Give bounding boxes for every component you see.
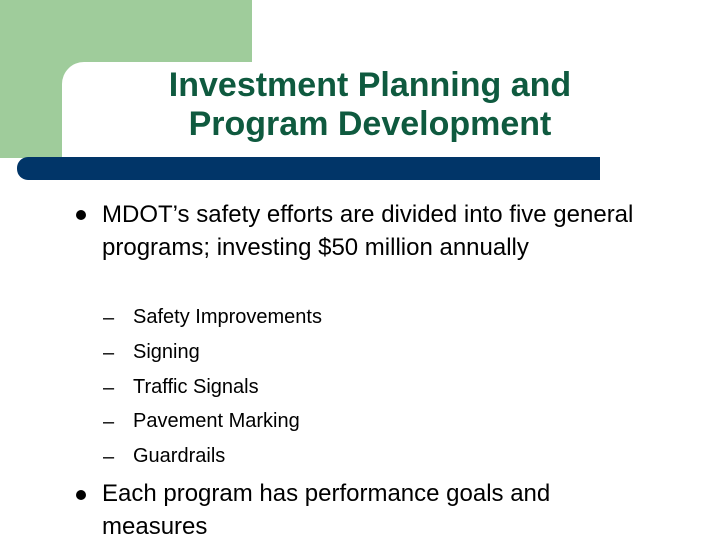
- sub-item-traffic-signals: Traffic Signals: [133, 376, 259, 398]
- bullet-text-2: Each program has performance goals and measures: [102, 480, 551, 540]
- sub-item-signing: Signing: [133, 341, 200, 363]
- sub-item-dash: –: [103, 446, 115, 468]
- sub-item-dash: –: [103, 307, 115, 329]
- title-line-1: Investment Planning and: [168, 66, 572, 104]
- sub-item-dash: –: [103, 342, 115, 364]
- bullet-text-1: MDOT’s safety efforts are divided into five general programs; investing $50 million annually: [102, 201, 634, 261]
- bullet-dot: [76, 490, 86, 500]
- sub-item-dash: –: [103, 411, 115, 433]
- title-line-2: Program Development: [188, 105, 552, 143]
- sub-item-dash: –: [103, 377, 115, 399]
- sub-item-guardrails: Guardrails: [133, 445, 226, 467]
- bullet-dot: [76, 210, 86, 220]
- sub-item-pavement-marking: Pavement Marking: [133, 410, 300, 432]
- sub-item-safety-improvements: Safety Improvements: [133, 306, 322, 328]
